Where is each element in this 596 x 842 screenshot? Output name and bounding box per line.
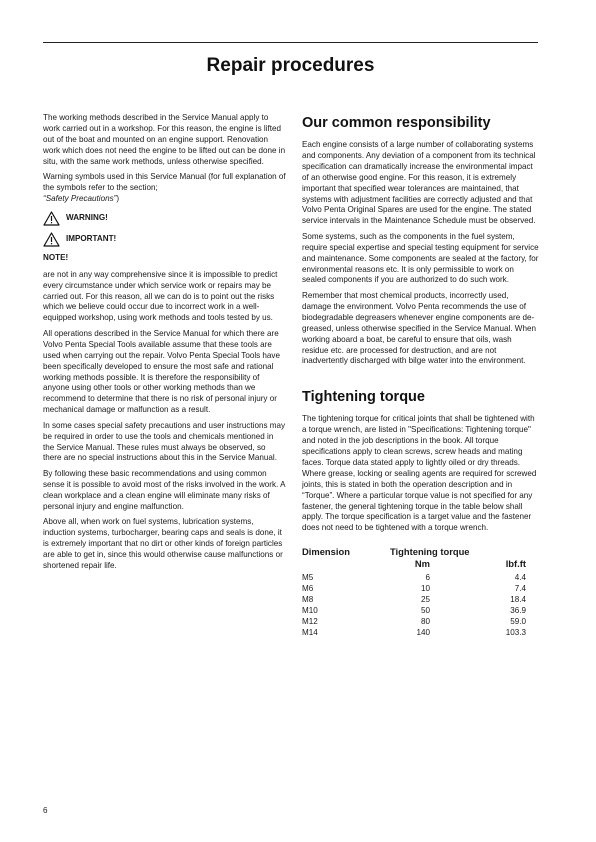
- page-number: 6: [43, 806, 48, 815]
- nm-column-header: Nm: [414, 558, 430, 570]
- chemical-paragraph: Remember that most chemical products, incorrectly used, damage the environment. Volvo Penta recommends the use of biodegradable degreasers whenever engine components are de-greased, unless otherwise specified in the Service Manual. When working aboard a boat, be careful to ensure that oils, wash residue etc. are processed for destruction, and are not inadvertently discharged with bilge water into the environment.: [302, 290, 536, 366]
- nm-cell: 80: [420, 616, 430, 626]
- left-column: [43, 113, 286, 576]
- table-row: [302, 595, 526, 606]
- top-rule: [43, 42, 538, 43]
- safety-precautions-ref: “Safety Precautions”: [43, 193, 117, 203]
- torque-table-header: [302, 546, 526, 558]
- dimension-cell: M6: [302, 584, 314, 594]
- nm-cell: 10: [420, 584, 430, 594]
- special-tools-paragraph: All operations described in the Service Manual for which there are Volvo Penta Special Tools available assume that these tools are used when carrying out the repair. Volvo Penta Special Tools have been specifically developed to ensure the most safe and rational working methods possible. It is therefore the responsibility of anyone using other tools or other working methods than we recommend to determine that there is no risk of personal injury or mechanical damage or malfunction as a result.: [43, 328, 280, 415]
- nm-cell: 140: [416, 627, 430, 637]
- table-row: [302, 628, 526, 639]
- nm-cell: 6: [425, 573, 430, 583]
- torque-heading: Tightening torque: [302, 389, 425, 406]
- page-title: Repair procedures: [206, 55, 375, 76]
- table-row: [302, 606, 526, 617]
- dimension-column-header: Dimension: [302, 546, 350, 558]
- warning-row: [43, 211, 286, 226]
- table-row: [302, 584, 526, 595]
- lbf-cell: 18.4: [510, 595, 526, 605]
- responsibility-heading: Our common responsibility: [302, 115, 491, 131]
- table-row: [302, 617, 526, 628]
- special-precautions-paragraph: In some cases special safety precautions and user instructions may be required in order to use the tools and chemicals mentioned in the Service Manual. These rules must always be observed, so there are no special instructions about this in the Service Manual.: [43, 420, 286, 463]
- lbf-cell: 7.4: [514, 584, 526, 594]
- torque-table: [302, 546, 526, 638]
- lbf-column-header: lbf.ft: [505, 558, 526, 570]
- lbf-cell: 103.3: [505, 627, 526, 637]
- dimension-cell: M8: [302, 595, 314, 605]
- note-label: NOTE!: [43, 252, 69, 262]
- intro-paragraph: The working methods described in the Service Manual apply to work carried out in a workshop. For this reason, the engine is lifted out of the boat and mounted on an engine support. Renovation work which does not need the engine to be lifted out can be done in situ, with the same work methods, unless otherwise specified.: [43, 113, 286, 166]
- warning-symbols-text: Warning symbols used in this Service Manual (for full explanation of the symbols refer to the section;: [43, 172, 286, 193]
- lbf-cell: 36.9: [510, 606, 526, 615]
- torque-paragraph: The tightening torque for critical joints that shall be tightened with a torque wrench, are listed in "Specifications: Tightening torque" and noted in the job descriptions in the book. All torque specifications apply to clean screws, screw heads and mating faces. Torque data stated apply to lightly oiled or dry threads. Where grease, locking or sealing agents are required for screwed joints, this is stated in both the operation description and in “Torque”. Where a particular torque value is not specified for any fastener, the general tightening torque in the table below shall apply. The torque specification is a target value and the fastener does not need to be tightened with a torque wrench.: [302, 414, 537, 533]
- dimension-cell: M5: [302, 573, 314, 583]
- lbf-cell: 59.0: [510, 616, 526, 626]
- dimension-cell: M10: [302, 606, 318, 615]
- each-engine-paragraph: Each engine consists of a large number of collaborating systems and components. Any deviation of a component from its technical specification can dramatically increase the environmental impact of an otherwise good engine. For this reason, it is extremely important that specified wear tolerances are maintained, that systems with adjustment facilities are correctly adjusted and that Volvo Penta Original Spares are used for the engine. The stated service intervals in the Maintenance Schedule must be observed.: [302, 140, 536, 226]
- comprehensive-paragraph: are not in any way comprehensive since it is impossible to predict every circumstance under which service work or repairs may be carried out. For this reason, all we can do is to point out the risks which we believe could occur due to incorrect work in a well-equipped workshop, using work methods and tools tested by us.: [43, 269, 278, 323]
- fuel-systems-paragraph: Above all, when work on fuel systems, lubrication systems, induction systems, turbocharger, bearing caps and seals is done, it is extremely important that no dirt or other kinds of foreign particles are able to get in, since this would otherwise cause malfunctions or shortened repair life.: [43, 517, 283, 570]
- warning-triangle-icon: [43, 232, 60, 247]
- torque-units-header: [302, 558, 526, 573]
- some-systems-paragraph: Some systems, such as the components in the fuel system, require special expertise and special testing equipment for service and maintenance. Some components are sealed at the factory, for environmental reasons etc. It is only permissible to work on sealed components if you are authorized to do such work.: [302, 231, 539, 285]
- important-label: IMPORTANT!: [66, 233, 117, 243]
- warning-label: WARNING!: [66, 212, 108, 222]
- warning-symbols-paragraph: [43, 172, 286, 205]
- nm-cell: 25: [420, 595, 430, 605]
- basic-recommendations-paragraph: By following these basic recommendations and using common sense it is possible to avoid most of the risks involved in the work. A clean workplace and a clean engine will eliminate many risks of personal injury and engine malfunction.: [43, 468, 286, 511]
- nm-cell: 50: [420, 606, 430, 615]
- dimension-cell: M14: [302, 627, 318, 637]
- warning-symbols-end: ): [116, 193, 120, 203]
- right-column: [302, 113, 539, 639]
- table-row: [302, 573, 526, 584]
- warning-triangle-icon: [43, 211, 60, 226]
- torque-column-header: Tightening torque: [390, 546, 470, 558]
- dimension-cell: M12: [302, 616, 318, 626]
- lbf-cell: 4.4: [514, 573, 526, 583]
- important-row: [43, 232, 286, 247]
